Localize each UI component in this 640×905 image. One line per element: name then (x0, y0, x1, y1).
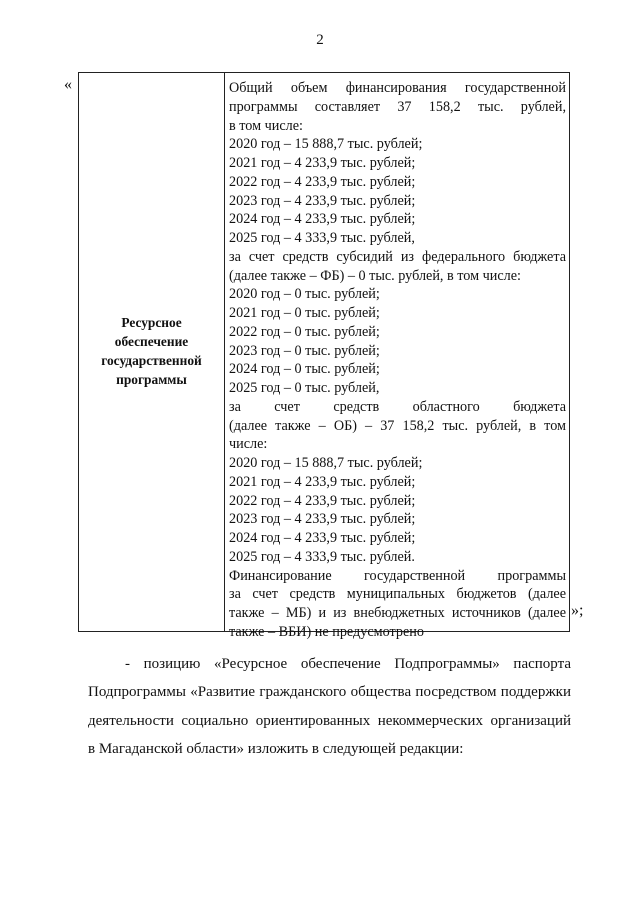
content-line: (далее также – ОБ) – 37 158,2 тыс. рублей, в том (229, 417, 566, 434)
passport-table (78, 72, 570, 640)
content-line: 2022 год – 0 тыс. рублей; (229, 323, 380, 340)
content-line: также – ВБИ) не предусмотрено (229, 623, 424, 640)
content-line: Общий объем финансирования государственной (229, 80, 566, 96)
content-line: 2023 год – 4 233,9 тыс. рублей; (229, 192, 416, 209)
content-line: 2020 год – 15 888,7 тыс. рублей; (229, 136, 423, 153)
passport-row-title (83, 314, 221, 389)
content-line: также – МБ) и из внебюджетных источников (далее (229, 605, 566, 621)
content-line: программы составляет 37 158,2 тыс. рублей, (229, 98, 566, 115)
amendment-paragraph (88, 650, 571, 764)
content-line: 2021 год – 4 233,9 тыс. рублей; (229, 155, 416, 171)
content-line: в том числе: (229, 117, 303, 134)
content-line: 2020 год – 15 888,7 тыс. рублей; (229, 455, 423, 471)
content-line: 2022 год – 4 233,9 тыс. рублей; (229, 173, 416, 190)
passport-row-title-line: государственной (101, 353, 202, 368)
content-line: 2025 год – 4 333,9 тыс. рублей, (229, 230, 415, 246)
content-line: 2021 год – 4 233,9 тыс. рублей; (229, 473, 416, 490)
paragraph-line: - позицию «Ресурсное обеспечение Подпрограммы» паспорта (125, 656, 571, 672)
passport-row-title-cell (79, 73, 225, 631)
paragraph-line: в Магаданской области» изложить в следующей редакции: (88, 741, 464, 758)
paragraph-line: Подпрограммы «Развитие гражданского общества посредством поддержки (88, 684, 571, 701)
content-line: 2020 год – 0 тыс. рублей; (229, 286, 380, 303)
content-line: 2024 год – 4 233,9 тыс. рублей; (229, 211, 416, 228)
closing-quote-mark: »; (571, 602, 584, 619)
content-line: 2024 год – 4 233,9 тыс. рублей; (229, 530, 416, 546)
content-line: 2022 год – 4 233,9 тыс. рублей; (229, 492, 416, 509)
content-line: (далее также – ФБ) – 0 тыс. рублей, в том числе: (229, 267, 521, 284)
passport-row-content-cell (225, 73, 569, 640)
passport-row-title-line: программы (116, 371, 187, 387)
opening-quote-mark: « (64, 76, 72, 93)
content-line: за счет средств субсидий из федерального бюджета (229, 248, 566, 265)
content-line: за счет средств муниципальных бюджетов (далее (229, 586, 566, 603)
content-line: 2025 год – 0 тыс. рублей, (229, 380, 380, 396)
content-line: 2025 год – 4 333,9 тыс. рублей. (229, 548, 415, 565)
passport-row-title-line: обеспечение (114, 334, 189, 350)
content-line: 2021 год – 0 тыс. рублей; (229, 305, 380, 321)
content-line: за счет средств областного бюджета (229, 398, 566, 415)
content-line: Финансирование государственной программы (229, 567, 566, 584)
content-line: числе: (229, 436, 268, 453)
content-line: 2024 год – 0 тыс. рублей; (229, 361, 380, 378)
paragraph-line: деятельности социально ориентированных некоммерческих организаций (88, 712, 571, 729)
passport-row-title-line: Ресурсное (121, 315, 182, 331)
content-line: 2023 год – 0 тыс. рублей; (229, 342, 380, 359)
content-line: 2023 год – 4 233,9 тыс. рублей; (229, 511, 416, 528)
page-number: 2 (316, 32, 324, 48)
